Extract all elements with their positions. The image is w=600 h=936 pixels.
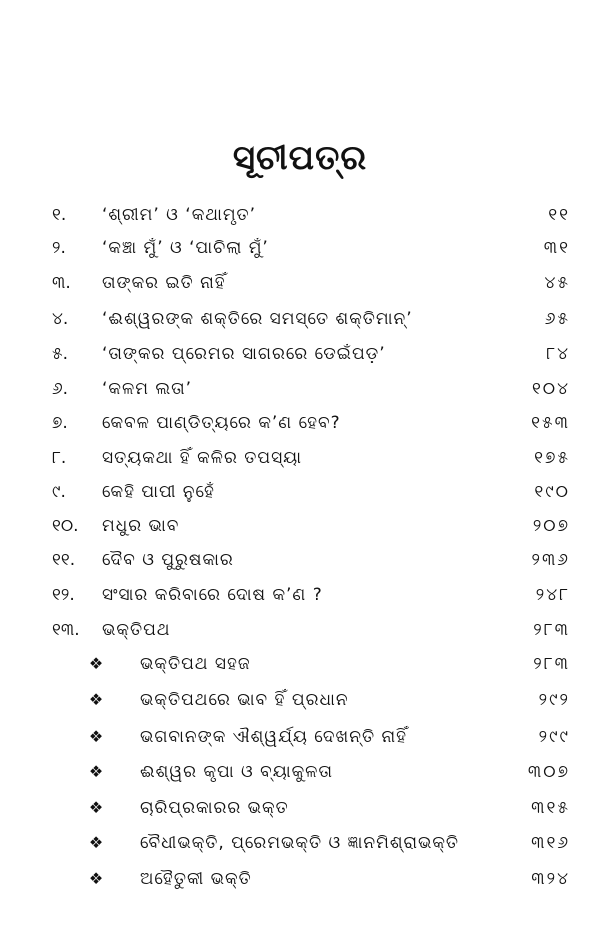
toc-entry	[0, 615, 600, 645]
sub-entry-page: ୨୯୯	[538, 727, 570, 747]
diamond-bullet-icon: ❖	[88, 690, 104, 709]
diamond-bullet-icon: ❖	[88, 654, 104, 673]
entry-title: ମଧୁର ଭାବ	[102, 516, 180, 536]
sub-entry-title: ଭକ୍ତିପଥ ସହଜ	[140, 654, 251, 674]
entry-number: ୩.	[52, 273, 71, 293]
toc-entry	[0, 511, 600, 541]
entry-page: ୨୩୬	[531, 550, 570, 570]
sub-entry-page: ୨୯୨	[538, 690, 570, 710]
sub-entry-title: ଭଗବାନଙ୍କ ଐଶ୍ୱର୍ଯ୍ୟ ଦେଖନ୍ତି ନାହିଁ	[140, 727, 408, 747]
toc-sub-entry	[0, 864, 600, 894]
toc-sub-entry	[0, 722, 600, 752]
entry-page: ୧୭୫	[534, 448, 570, 468]
entry-number: ୮.	[52, 448, 67, 468]
entry-number: ୨.	[52, 238, 66, 258]
entry-title: ତାଙ୍କର ଇତି ନାହିଁ	[102, 273, 226, 293]
entry-number: ୧.	[52, 205, 67, 225]
entry-number: ୯.	[52, 482, 66, 502]
entry-title: ‘ଶ୍ରୀମ’ ଓ ‘କଥାମୃତ’	[102, 205, 257, 225]
entry-page: ୮୪	[546, 344, 570, 364]
entry-title: ଦୈବ ଓ ପୁରୁଷକାର	[102, 550, 234, 570]
entry-page: ୧୫୩	[531, 413, 570, 433]
toc-entry	[0, 200, 600, 230]
toc-entry	[0, 408, 600, 438]
toc-entry	[0, 304, 600, 334]
entry-page: ୬୫	[544, 309, 570, 329]
entry-number: ୭.	[52, 413, 68, 433]
toc-entry	[0, 374, 600, 404]
entry-title: ‘ଈଶ୍ୱରଙ୍କ ଶକ୍ତିରେ ସମସ୍ତେ ଶକ୍ତିମାନ୍’	[102, 309, 413, 329]
sub-entry-title: ବୈଧୀଭକ୍ତି, ପ୍ରେମଭକ୍ତି ଓ ଜ୍ଞାନମିଶ୍ରାଭକ୍ତି	[140, 833, 460, 853]
entry-title: ସଂସାର କରିବାରେ ଦୋଷ କ’ଣ ?	[102, 585, 323, 605]
entry-title: କେବଳ ପାଣ୍ଡିତ୍ୟରେ କ’ଣ ହେବ?	[102, 413, 341, 433]
entry-number: ୬.	[52, 379, 69, 399]
toc-entry	[0, 233, 600, 263]
entry-title: ‘କଞ୍ଚା ମୁଁ’ ଓ ‘ପାଚିଲା ମୁଁ’	[102, 238, 269, 258]
entry-page: ୨୮୩	[533, 620, 570, 640]
toc-entry	[0, 477, 600, 507]
entry-page: ୨୪୮	[535, 585, 570, 605]
toc-sub-entry	[0, 649, 600, 679]
entry-title: ସତ୍ୟକଥା ହିଁ କଳିର ତପସ୍ୟା	[102, 448, 303, 468]
entry-number: ୧୦.	[52, 516, 79, 536]
sub-entry-page: ୩୨୪	[531, 869, 570, 889]
entry-number: ୫.	[52, 344, 69, 364]
diamond-bullet-icon: ❖	[88, 833, 104, 852]
sub-entry-page: ୩୦୭	[527, 762, 570, 782]
toc-entry	[0, 443, 600, 473]
entry-page: ୧୧	[548, 205, 570, 225]
diamond-bullet-icon: ❖	[88, 798, 104, 817]
toc-entry	[0, 545, 600, 575]
entry-number: ୪.	[52, 309, 69, 329]
sub-entry-title: ଭକ୍ତିପଥରେ ଭାବ ହିଁ ପ୍ରଧାନ	[140, 690, 349, 710]
diamond-bullet-icon: ❖	[88, 869, 104, 888]
toc-entry	[0, 268, 600, 298]
entry-number: ୧୩.	[52, 620, 80, 640]
toc-sub-entry	[0, 757, 600, 787]
sub-entry-page: ୨୮୩	[533, 654, 570, 674]
entry-title: ‘ତାଙ୍କର ପ୍ରେମର ସାଗରରେ ଡେଇଁପଡ଼’	[102, 344, 386, 364]
entry-page: ୩୧	[543, 238, 570, 258]
entry-page: ୧୯୦	[534, 482, 570, 502]
entry-title: ଭକ୍ତିପଥ	[102, 620, 171, 640]
sub-entry-page: ୩୧୫	[531, 798, 570, 818]
toc-entry	[0, 580, 600, 610]
diamond-bullet-icon: ❖	[88, 727, 104, 746]
entry-number: ୧୧.	[52, 550, 76, 570]
page-title: ସୂଚୀପତ୍ର	[232, 138, 368, 178]
sub-entry-title: ଚାରିପ୍ରକାରର ଭକ୍ତ	[140, 798, 289, 818]
sub-entry-page: ୩୧୬	[531, 833, 570, 853]
entry-page: ୨୦୭	[532, 516, 570, 536]
toc-sub-entry	[0, 793, 600, 823]
toc-sub-entry	[0, 685, 600, 715]
entry-title: ‘କଳମ ଲତା’	[102, 379, 193, 399]
diamond-bullet-icon: ❖	[88, 762, 104, 781]
entry-page: ୪୫	[544, 273, 570, 293]
sub-entry-title: ଈଶ୍ୱର କୃପା ଓ ବ୍ୟାକୁଳତା	[140, 762, 333, 782]
toc-sub-entry	[0, 828, 600, 858]
entry-number: ୧୨.	[52, 585, 75, 605]
sub-entry-title: ଅହୈତୁକୀ ଭକ୍ତି	[140, 869, 252, 889]
toc-entry	[0, 339, 600, 369]
entry-title: କେହି ପାପୀ ନୁହେଁ	[102, 482, 215, 502]
entry-page: ୧୦୪	[531, 379, 570, 399]
